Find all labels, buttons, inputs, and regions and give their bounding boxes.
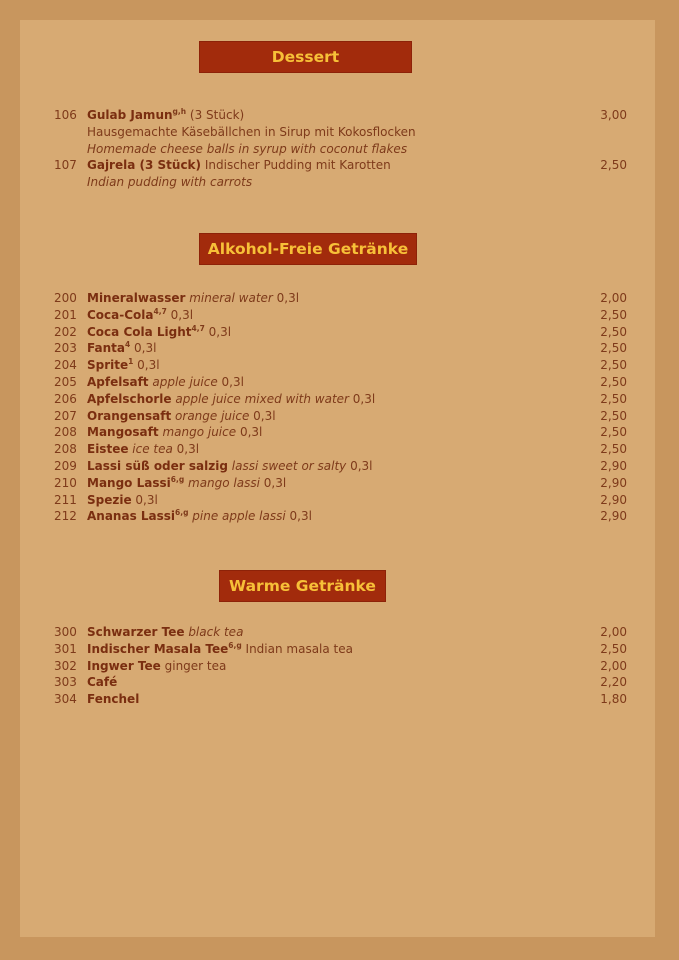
item-price: 2,50: [600, 358, 627, 373]
item-name: Café: [87, 675, 118, 690]
item-name: Apfelschorle: [87, 391, 172, 406]
item-price: 2,20: [600, 675, 627, 690]
list-item: [20, 658, 655, 675]
list-item: [20, 458, 655, 475]
item-price: 2,00: [600, 625, 627, 639]
item-number: 206: [54, 391, 77, 406]
item-volume: 0,3l: [285, 509, 312, 524]
item-volume: 0,3l: [131, 492, 158, 507]
menu-page: [20, 20, 655, 937]
list-item: [20, 624, 655, 641]
item-name: Gulab Jamun: [87, 108, 173, 122]
item-price: 2,50: [600, 307, 627, 322]
allergen-note: 6,g: [170, 474, 185, 484]
item-name: Orangensaft: [87, 408, 172, 423]
item-number: 204: [54, 358, 77, 373]
item-number: 202: [54, 324, 77, 339]
item-english: ginger tea: [160, 658, 227, 673]
list-item: [20, 424, 655, 441]
item-english: orange juice: [171, 408, 250, 423]
item-note: (3 Stück): [186, 108, 245, 122]
item-price: 2,50: [600, 391, 627, 406]
item-name: Fanta: [87, 341, 125, 356]
item-number: 208: [54, 442, 77, 457]
item-number: 212: [54, 509, 77, 524]
dessert-list: [20, 107, 655, 191]
item-volume: 0,3l: [346, 458, 373, 473]
item-volume: 0,3l: [272, 291, 300, 305]
item-english: mineral water: [185, 291, 273, 305]
item-name: Coca Cola Light: [87, 324, 192, 339]
item-number: 302: [54, 658, 77, 673]
item-name: Ananas Lassi: [87, 509, 176, 524]
warm-list: [20, 624, 655, 708]
item-price: 2,90: [600, 492, 627, 507]
item-english: black tea: [184, 625, 244, 639]
item-volume: 0,3l: [217, 374, 244, 389]
item-description-english: Indian pudding with carrots: [87, 175, 253, 190]
item-name: Mineralwasser: [87, 291, 186, 305]
item-price: 2,50: [600, 641, 627, 656]
list-item: [20, 674, 655, 691]
item-volume: 0,3l: [133, 358, 160, 373]
item-description-english: Homemade cheese balls in syrup with coconut flakes: [87, 141, 408, 156]
item-volume: 0,3l: [130, 341, 157, 356]
item-number: 210: [54, 475, 77, 490]
item-number: 106: [54, 108, 77, 122]
item-number: 205: [54, 374, 77, 389]
allergen-note: 4: [124, 340, 131, 350]
item-price: 2,50: [600, 408, 627, 423]
item-price: 2,50: [600, 158, 627, 173]
list-item: [20, 492, 655, 509]
item-english: apple juice: [148, 374, 218, 389]
item-number: 211: [54, 492, 77, 507]
item-name: Coca-Cola: [87, 307, 154, 322]
item-volume: 0,3l: [172, 442, 200, 457]
item-name: Mangosaft: [87, 425, 159, 440]
item-price: 2,90: [600, 509, 627, 524]
item-name: Lassi süß oder salzig: [87, 458, 228, 473]
item-number: 301: [54, 641, 77, 656]
item-name: Apfelsaft: [87, 374, 149, 389]
item-volume: 0,3l: [348, 391, 376, 406]
allergen-note: g,h: [172, 107, 187, 116]
item-volume: 0,3l: [249, 408, 276, 423]
section-title-dessert: Dessert: [199, 41, 412, 73]
item-name: Sprite: [87, 358, 129, 373]
list-item: [20, 324, 655, 341]
item-price: 2,90: [600, 475, 627, 490]
item-name: Indischer Masala Tee: [87, 641, 229, 656]
item-price: 2,50: [600, 324, 627, 339]
allergen-note: 1: [128, 357, 134, 367]
item-number: 207: [54, 408, 77, 423]
list-item: [20, 290, 655, 307]
item-description: Hausgemachte Käsebällchen in Sirup mit Kokosflocken: [87, 124, 416, 139]
item-price: 2,00: [600, 291, 627, 305]
list-item: [20, 475, 655, 492]
list-item: [20, 307, 655, 324]
item-english: apple juice mixed with water: [171, 391, 349, 406]
item-number: 200: [54, 291, 77, 305]
section-title-alkoholfrei: Alkohol-Freie Getränke: [199, 233, 417, 265]
list-item: [20, 107, 655, 124]
item-number: 304: [54, 692, 77, 707]
item-english: mango juice: [158, 425, 237, 440]
item-english: mango lassi: [184, 475, 260, 490]
list-item: [20, 391, 655, 408]
item-price: 2,50: [600, 341, 627, 356]
allergen-note: 6,g: [228, 640, 242, 650]
item-number: 203: [54, 341, 77, 356]
item-price: 2,50: [600, 425, 627, 440]
list-item: [20, 691, 655, 708]
item-number: 208: [54, 425, 77, 440]
item-name: Spezie: [87, 492, 132, 507]
item-price: 2,50: [600, 374, 627, 389]
list-item: [20, 374, 655, 391]
item-english: Indian masala tea: [241, 641, 353, 656]
list-item: [20, 357, 655, 374]
list-item: [20, 340, 655, 357]
item-price: 2,50: [600, 442, 627, 457]
item-name: Eistee: [87, 442, 129, 457]
list-item: [20, 641, 655, 658]
item-number: 209: [54, 458, 77, 473]
list-item: [20, 157, 655, 174]
item-name: Gajrela (3 Stück): [87, 158, 202, 173]
item-price: 3,00: [600, 108, 627, 122]
item-volume: 0,3l: [259, 475, 287, 490]
item-price: 2,00: [600, 658, 627, 673]
item-volume: 0,3l: [204, 324, 232, 339]
item-price: 2,90: [600, 458, 627, 473]
list-item: [20, 408, 655, 425]
item-name: Schwarzer Tee: [87, 625, 185, 639]
list-item: [20, 441, 655, 458]
item-number: 300: [54, 625, 77, 639]
item-name: Fenchel: [87, 692, 140, 707]
allergen-note: 4,7: [191, 323, 205, 333]
item-note: Indischer Pudding mit Karotten: [201, 158, 391, 173]
item-volume: 0,3l: [236, 425, 263, 440]
list-item: [20, 508, 655, 525]
alkoholfrei-list: [20, 290, 655, 525]
item-english: lassi sweet or salty: [227, 458, 347, 473]
item-english: pine apple lassi: [188, 509, 286, 524]
item-name: Ingwer Tee: [87, 658, 161, 673]
section-title-warm: Warme Getränke: [219, 570, 386, 602]
item-number: 107: [54, 158, 77, 173]
item-number: 303: [54, 675, 77, 690]
item-number: 201: [54, 307, 77, 322]
item-name: Mango Lassi: [87, 475, 171, 490]
item-english: ice tea: [128, 442, 173, 457]
allergen-note: 6,g: [175, 508, 189, 518]
allergen-note: 4,7: [153, 306, 167, 316]
item-volume: 0,3l: [166, 307, 194, 322]
item-price: 1,80: [600, 692, 627, 707]
